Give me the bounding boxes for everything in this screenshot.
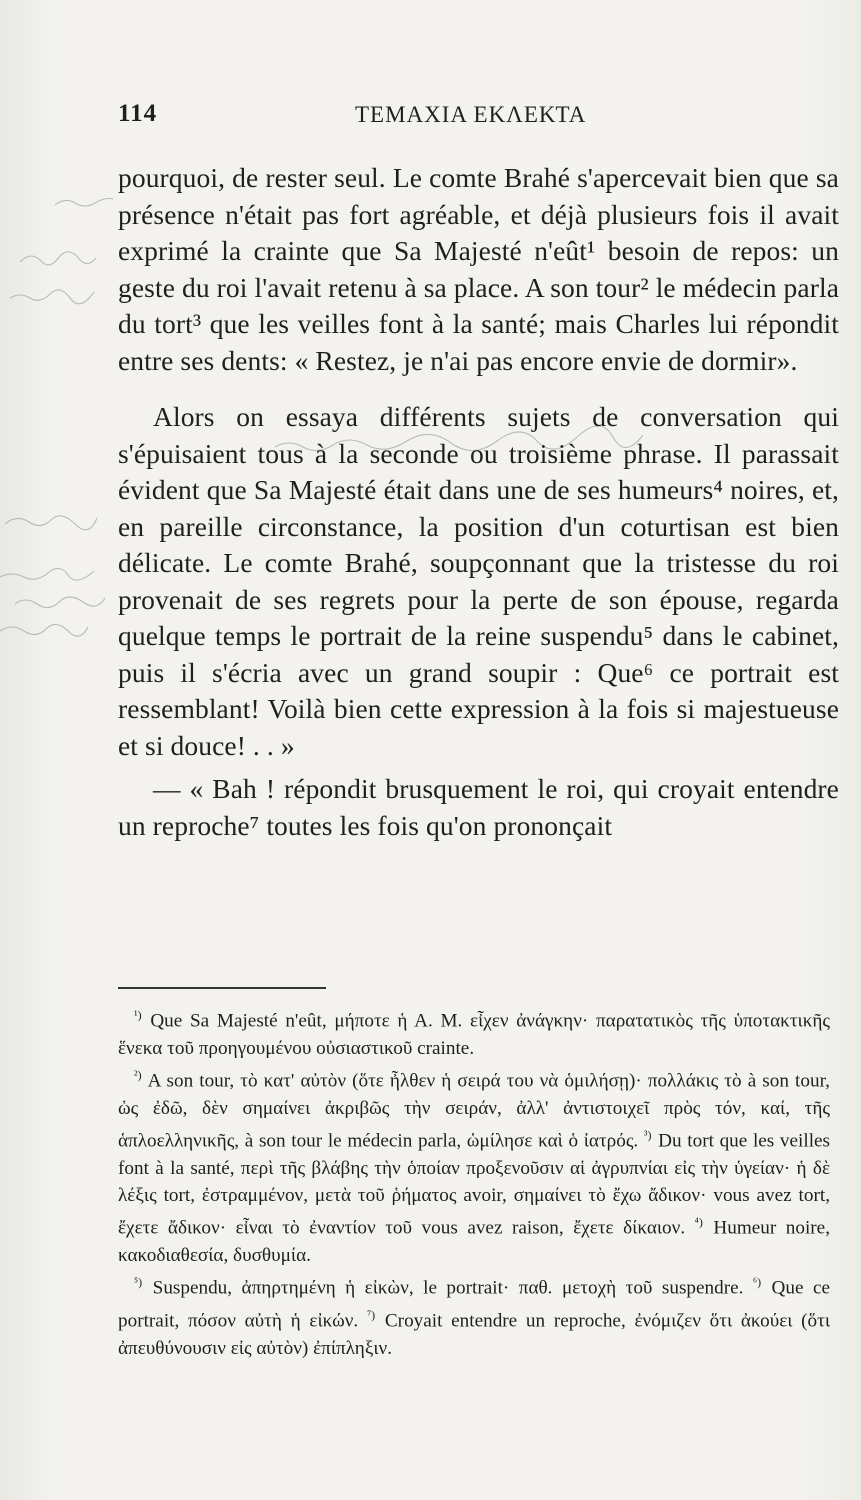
footnote-rule: [118, 987, 326, 989]
paragraph: Alors on essaya différents sujets de conversation qui s'épuisaient tous à la seconde ou troisième phrase. Il parassait évident que Sa Majesté était dans une de ses humeurs⁴ noires, et, en pareille circonstance, la position d'un coturtisan est bien délicate. Le comte Brahé, soupçonnant que la tristesse du roi provenait de ses regrets pour la perte de son épouse, regarda quelque temps le portrait de la reine suspendu⁵ dans le cabinet, puis il s'écria avec un grand soupir : Que⁶ ce portrait est ressemblant! Voilà bien cette expression à la fois si majestueuse et si douce! . . »: [118, 401, 839, 761]
footnote-marker: ⁴): [694, 1215, 703, 1230]
paragraph: pourquoi, de rester seul. Le comte Brahé s'apercevait bien que sa présence n'était pas fort agréable, et déjà plusieurs fois il avait exprimé la crainte que Sa Majesté n'eût¹ besoin de repos: un geste du roi l'avait retenu à sa place. A son tour² le médecin parla du tort³ que les veilles font à la santé; mais Charles lui répondit entre ses dents: « Restez, je n'ai pas encore envie de dormir».: [118, 162, 839, 376]
page-number: 114: [118, 100, 158, 127]
footnote-marker: ³): [643, 1127, 652, 1142]
footnote-marker: ¹): [134, 1008, 142, 1022]
footnotes: [118, 1002, 830, 1362]
footnote-marker: ⁷): [366, 1307, 376, 1322]
footnote: $^{^1)}$ Que Sa Majesté n'eût, μήποτε ἡ Α. Μ. εἶχεν ἀνάγκην· παρατατικὸς τῆς ὑποτακτικῆς ἕνεκα τοῦ προηγουμένου οὐσιαστικοῦ crainte.: [118, 1008, 830, 1059]
footnote: $^{^2)}$ A son tour, τὸ κατ' αὐτὸν (ὅτε ἦλθεν ἡ σειρά του νὰ ὁμιλήσῃ)· πολλάκις τὸ à son tour, ὡς ἐδῶ, δὲν σημαίνει ἀκριβῶς τὴν σειράν, ἀλλ' ἀντιστοιχεῖ πρὸς τόν, καί, τῆς ἁπλοελληνικῆς, à son tour le médecin parla, ὡμίλησε καὶ ὁ ἰατρός. $^{^3)}$ Du tort que les veilles font à la santé, περὶ τῆς βλάβης τὴν ὁποίαν προξενοῦσιν αἱ ἀγρυπνίαι εἰς τὴν ὑγείαν· ἡ δὲ λέξις tort, ἐστραμμένον, μετὰ τοῦ ῥήματος avoir, σημαίνει τὸ ἔχω ἄδικον· vous avez tort, ἔχετε ἄδικον· εἶναι τὸ ἐναντίον τοῦ vous avez raison, ἔχετε δίκαιον. $^{^4)}$ Humeur noire, κακοδιαθεσία, δυσθυμία.: [118, 1067, 831, 1266]
main-text: [118, 160, 839, 844]
paragraph: — « Bah ! répondit brusquement le roi, qui croyait entendre un reproche⁷ toutes les fois qu'on prononçait: [118, 773, 839, 841]
footnote-marker: ²): [134, 1067, 142, 1082]
footnote-marker: ⁶): [752, 1275, 762, 1290]
page-header: [118, 100, 838, 140]
footnote: $^{^5)}$ Suspendu, ἀπηρτημένη ἡ εἰκὼν, le portrait· παθ. μετοχὴ τοῦ suspendre. $^{^6)}$ Que ce portrait, πόσον αὐτὴ ἡ εἰκών. $^{^7)}$ Croyait entendre un reproche, ἐνόμιζεν ὅτι ἀκούει (ὅτι ἀπευθύνουσιν εἰς αὐτὸν) ἐπίπληξιν.: [118, 1275, 831, 1359]
footnote-marker: ⁵): [134, 1275, 143, 1290]
running-title: ΤΕΜΑΧΙΑ ΕΚΛΕΚΤΑ: [355, 102, 587, 127]
